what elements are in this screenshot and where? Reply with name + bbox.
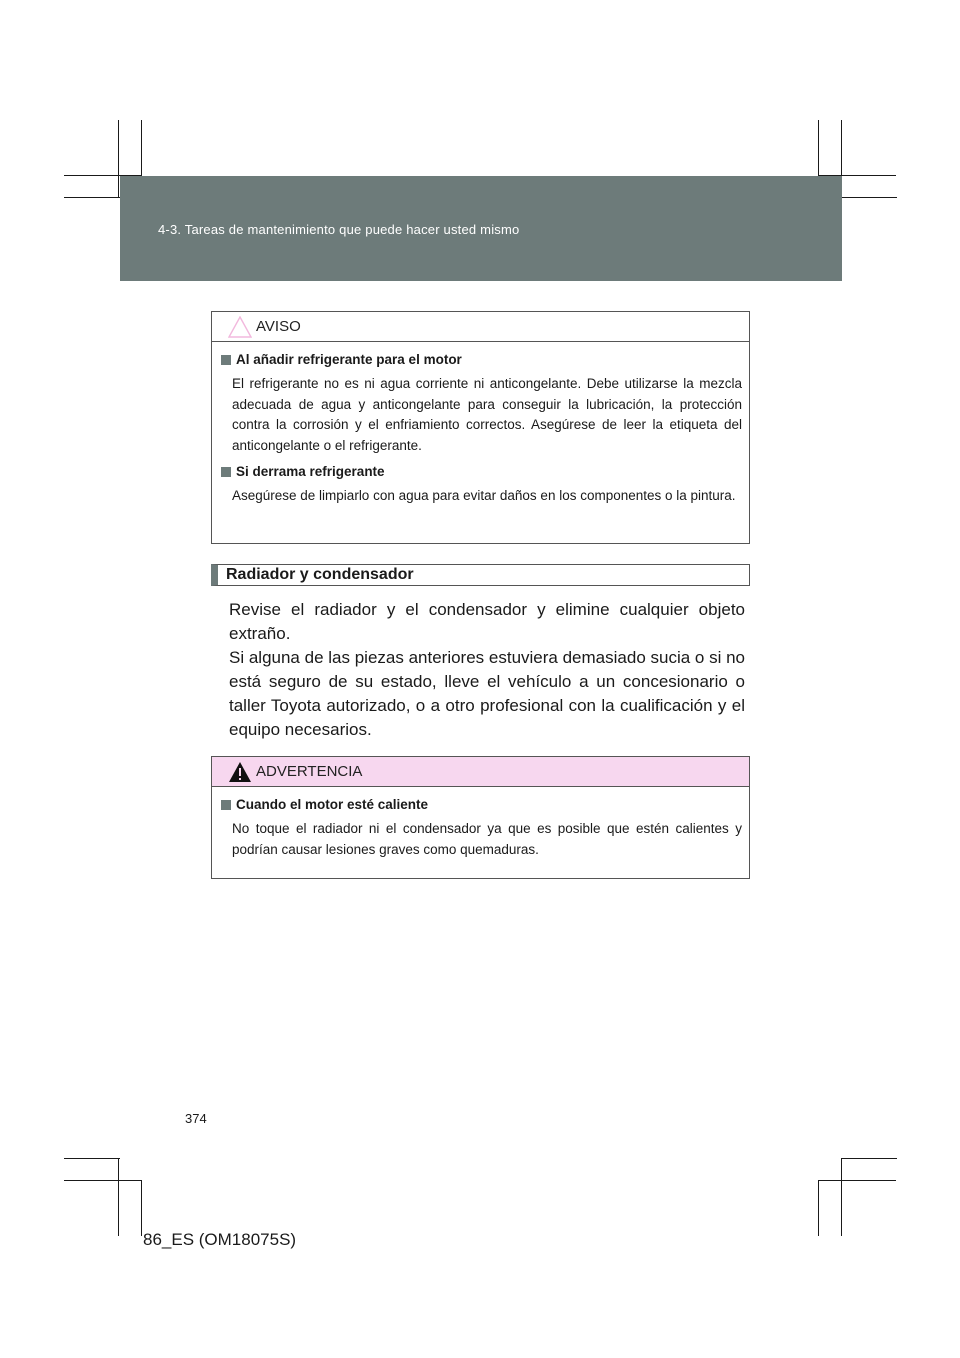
bullet-square-icon (221, 467, 231, 477)
warning-box (211, 756, 750, 879)
crop-mark (841, 1158, 897, 1159)
crop-mark (118, 1158, 119, 1236)
bullet-square-icon (221, 355, 231, 365)
chapter-title: 4-3. Tareas de mantenimiento que puede hacer usted mismo (158, 222, 520, 237)
body-paragraph: Revise el radiador y el condensador y elimine cualquier objeto extraño. (229, 600, 745, 643)
crop-mark (841, 197, 897, 198)
crop-mark (818, 1180, 819, 1236)
bullet-square-icon (221, 800, 231, 810)
notice-item-text: Asegúrese de limpiarlo con agua para evitar daños en los componentes o la pintura. (232, 488, 736, 503)
warning-item-text: No toque el radiador ni el condensador ya que es posible que estén calientes y podrían causar lesiones graves como quemaduras. (232, 821, 742, 857)
warning-item-title: Cuando el motor esté caliente (221, 797, 742, 812)
section-title: Radiador y condensador (226, 566, 414, 583)
crop-mark (64, 1158, 120, 1159)
crop-mark (118, 120, 119, 198)
warning-icon (228, 761, 252, 783)
crop-mark (818, 120, 819, 176)
caution-outline-icon (228, 316, 252, 338)
notice-item-text: El refrigerante no es ni agua corriente ni anticongelante. Debe utilizarse la mezcla adecuada de agua y anticongelante para conseguir la lubricación, la protección contra la corrosión y el enfriamiento correctos. Asegúrese de leer la etiqueta del anticongelante o el refrigerante. (232, 376, 742, 453)
notice-title: AVISO (256, 318, 301, 335)
crop-mark (841, 1158, 842, 1236)
crop-mark (64, 1180, 142, 1181)
crop-mark (818, 1180, 896, 1181)
crop-mark (141, 1180, 142, 1236)
section-heading (211, 564, 750, 586)
page-number: 374 (185, 1111, 207, 1126)
warning-header (212, 757, 749, 787)
crop-mark (64, 197, 120, 198)
warning-title: ADVERTENCIA (256, 763, 363, 780)
crop-mark (141, 120, 142, 176)
notice-item-title: Si derrama refrigerante (221, 464, 742, 479)
section-body (229, 598, 745, 742)
notice-header (212, 312, 749, 342)
notice-item-title: Al añadir refrigerante para el motor (221, 352, 742, 367)
body-paragraph: Si alguna de las piezas anteriores estuviera demasiado sucia o si no está seguro de su estado, lleve el vehículo a un concesionario o taller Toyota autorizado, o a otro profesional con la cualificación y el equipo necesarios. (229, 648, 745, 739)
document-code: 86_ES (OM18075S) (143, 1230, 297, 1249)
notice-box (211, 311, 750, 544)
chapter-header (120, 176, 842, 281)
